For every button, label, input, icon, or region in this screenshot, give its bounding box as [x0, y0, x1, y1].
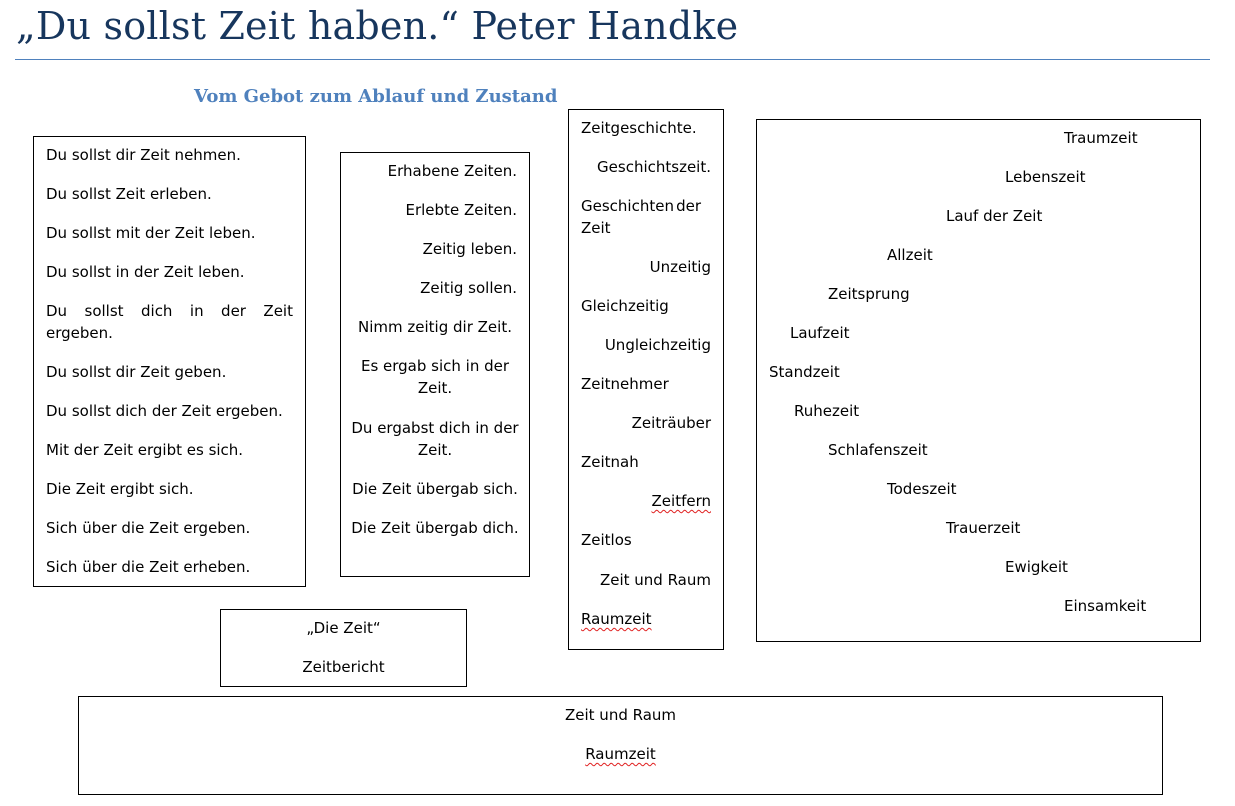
lebenszeit-line: Trauerzeit [946, 519, 1021, 537]
gebot-line: Sich über die Zeit ergeben. [46, 519, 251, 537]
lebenszeit-line: Schlafenszeit [828, 441, 928, 459]
lebenszeit-line: Traumzeit [1064, 129, 1138, 147]
zeiten-line: Zeit. [417, 379, 453, 397]
gebot-word: sollst [84, 302, 124, 320]
raumzeit-box [78, 696, 1163, 795]
zeitbericht-box [220, 609, 467, 687]
gebot-line: Du sollst dich der Zeit ergeben. [46, 402, 283, 420]
gebot-word: der [221, 302, 246, 320]
page-title: „Du sollst Zeit haben.“ Peter Handke [16, 4, 739, 48]
lebenszeit-box [756, 119, 1201, 642]
geschichte-line: Zeit und Raum [599, 571, 711, 589]
zeiten-line: Die Zeit übergab dich. [351, 519, 519, 537]
raumzeit-line: Zeit und Raum [564, 706, 677, 724]
geschichte-line: Gleichzeitig [581, 297, 669, 315]
raumzeit-line: Raumzeit [585, 745, 656, 763]
geschichte-line: Raumzeit [581, 610, 652, 628]
title-divider [15, 59, 1210, 60]
lebenszeit-line: Ewigkeit [1005, 558, 1068, 576]
gebot-word: Du [46, 302, 68, 320]
zeiten-line: Erhabene Zeiten. [387, 162, 517, 180]
geschichte-line: Zeitlos [581, 531, 632, 549]
subtitle: Vom Gebot zum Ablauf und Zustand [194, 86, 558, 107]
geschichte-word: Geschichten [581, 197, 674, 215]
geschichte-word: der [676, 197, 701, 215]
zeiten-box [340, 152, 530, 577]
geschichte-line: Zeitfern [651, 492, 711, 510]
zeitbericht-line: Zeitbericht [302, 658, 385, 676]
lebenszeit-line: Lauf der Zeit [946, 207, 1043, 225]
zeiten-line: Zeit. [417, 441, 453, 459]
geschichte-line: Zeitnah [581, 453, 639, 471]
geschichte-line: Zeit [581, 219, 611, 237]
lebenszeit-line: Allzeit [887, 246, 933, 264]
zeiten-line: Nimm zeitig dir Zeit. [358, 318, 512, 336]
zeiten-line: Es ergab sich in der [360, 357, 510, 375]
lebenszeit-line: Lebenszeit [1005, 168, 1086, 186]
geschichte-line: Zeitnehmer [581, 375, 669, 393]
lebenszeit-line: Einsamkeit [1064, 597, 1147, 615]
geschichte-line: Zeitgeschichte. [581, 119, 697, 137]
gebot-line: Du sollst in der Zeit leben. [46, 263, 245, 281]
geschichte-box [568, 109, 724, 650]
zeiten-line: Erlebte Zeiten. [405, 201, 517, 219]
zeiten-line: Zeitig leben. [422, 240, 517, 258]
gebot-word: in [189, 302, 204, 320]
gebot-line: Du sollst dir Zeit geben. [46, 363, 227, 381]
zeiten-line: Zeitig sollen. [420, 279, 517, 297]
gebot-line: Du sollst mit der Zeit leben. [46, 224, 256, 242]
gebot-line: Mit der Zeit ergibt es sich. [46, 441, 244, 459]
gebot-line: Du sollst dir Zeit nehmen. [46, 146, 241, 164]
geschichte-line: Zeiträuber [631, 414, 711, 432]
zeiten-line: Die Zeit übergab sich. [352, 480, 518, 498]
gebot-line: Sich über die Zeit erheben. [46, 558, 251, 576]
lebenszeit-line: Ruhezeit [794, 402, 860, 420]
lebenszeit-line: Todeszeit [887, 480, 957, 498]
geschichte-line: Ungleichzeitig [604, 336, 711, 354]
zeiten-line: Du ergabst dich in der [351, 419, 519, 437]
lebenszeit-line: Zeitsprung [828, 285, 910, 303]
gebot-line-justified [46, 302, 293, 320]
geschichte-line-justified [581, 197, 701, 215]
gebot-word: Zeit [263, 302, 293, 320]
lebenszeit-line: Laufzeit [790, 324, 850, 342]
gebot-line: Die Zeit ergibt sich. [46, 480, 194, 498]
gebot-line: ergeben. [46, 324, 113, 342]
geschichte-line: Geschichtszeit. [597, 158, 711, 176]
gebot-box [33, 136, 306, 587]
raumzeit-row [79, 745, 1162, 763]
geschichte-line: Unzeitig [649, 258, 711, 276]
gebot-word: dich [141, 302, 173, 320]
lebenszeit-line: Standzeit [769, 363, 840, 381]
zeitbericht-line: „Die Zeit“ [306, 619, 381, 637]
gebot-line: Du sollst Zeit erleben. [46, 185, 212, 203]
